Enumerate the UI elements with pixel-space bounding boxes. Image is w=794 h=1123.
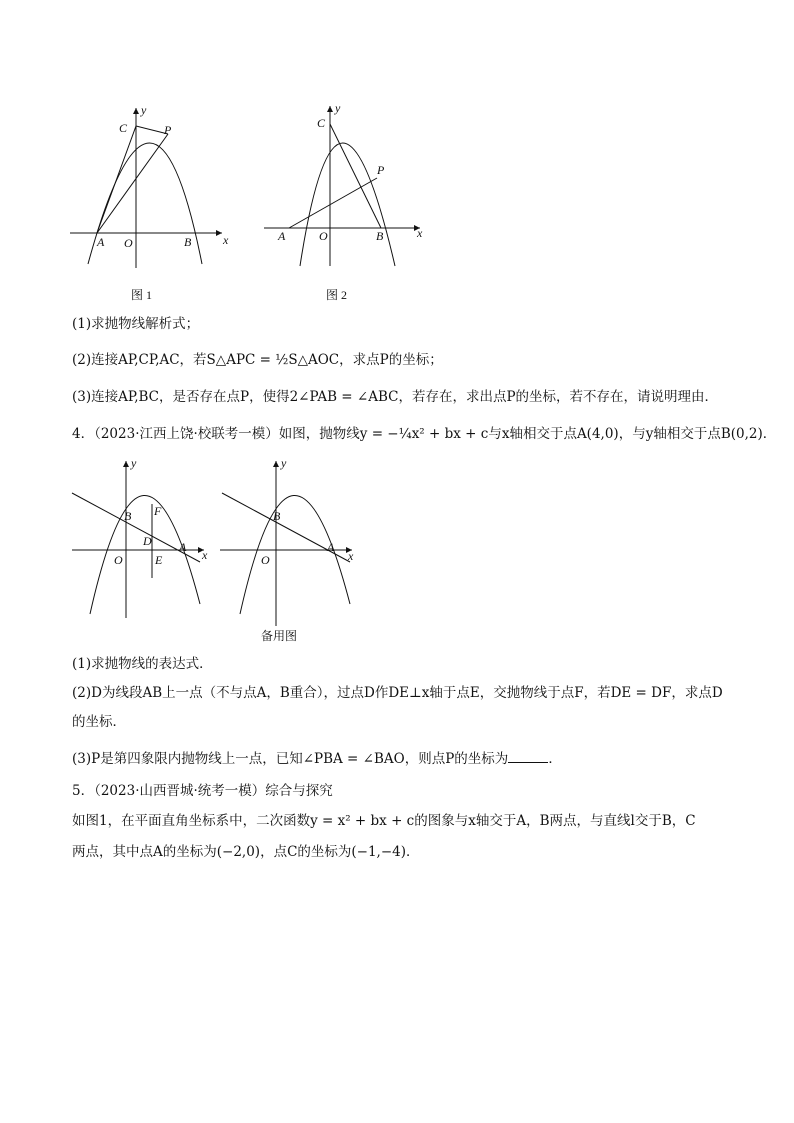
y-arrow (327, 106, 333, 112)
label-A: A (179, 540, 187, 554)
figure-1-caption: 图 1 (131, 288, 153, 302)
figure-3-svg (68, 458, 218, 618)
label-O: O (319, 229, 328, 243)
label-P: P (377, 163, 385, 177)
q5-body-line-1: 如图1，在平面直角坐标系中，二次函数y = x² + bx + c的图象与x轴交于A，B两点，与直线l交于B，C (72, 813, 696, 829)
q3-part-2: (2)连接AP,CP,AC，若S△APC = ½S△AOC，求点P的坐标； (72, 352, 443, 368)
label-F: F (154, 504, 162, 518)
q4-part-1: (1)求抛物线的表达式． (72, 656, 213, 672)
label-P: P (164, 123, 172, 137)
figure-4-caption: 备用图 (261, 629, 298, 643)
label-B: B (376, 229, 384, 243)
y-arrow (123, 461, 129, 467)
label-C: C (119, 121, 128, 135)
figure-1-svg (60, 98, 240, 273)
segment-CB (330, 124, 381, 228)
y-arrow (133, 108, 139, 114)
label-y: y (141, 103, 147, 117)
q4-part-3-end: ． (548, 751, 562, 767)
figure-2-caption: 图 2 (326, 288, 348, 302)
q4-part-3 (72, 748, 762, 769)
label-D: D (143, 534, 152, 548)
label-A: A (327, 540, 335, 554)
label-x: x (417, 226, 423, 240)
answer-blank (508, 748, 548, 763)
q4-part-2-line-2: 的坐标． (72, 714, 126, 730)
label-O: O (114, 553, 123, 567)
x-arrow (216, 230, 222, 236)
label-y: y (131, 456, 137, 470)
label-A: A (97, 235, 105, 249)
label-x: x (202, 548, 208, 562)
label-C: C (317, 116, 326, 130)
label-y: y (281, 456, 287, 470)
label-O: O (124, 236, 133, 250)
figure-1 (60, 98, 240, 273)
figure-4 (216, 458, 366, 626)
label-E: E (155, 553, 163, 567)
label-B: B (124, 509, 132, 523)
q4-header: 4．（2023·江西上饶·校联考一模）如图，抛物线y = −¼x² + bx + c与x轴相交于点A(4,0)，与y轴相交于点B(0,2)． (72, 426, 777, 442)
figure-3 (68, 458, 218, 618)
q3-part-3: (3)连接AP,BC，是否存在点P，使得2∠PAB = ∠ABC，若存在，求出点P的坐标，若不存在，请说明理由． (72, 389, 719, 405)
label-y: y (335, 101, 341, 115)
label-B: B (273, 509, 281, 523)
label-A: A (278, 229, 286, 243)
q4-part-3-text: (3)P是第四象限内抛物线上一点，已知∠PBA = ∠BAO，则点P的坐标为 (72, 751, 509, 767)
q3-part-1: (1)求抛物线解析式； (72, 316, 200, 332)
segment-AC (97, 126, 136, 233)
label-O: O (261, 553, 270, 567)
figure-2 (256, 98, 436, 273)
label-x: x (223, 233, 229, 247)
q5-body-line-2: 两点，其中点A的坐标为(−2,0)，点C的坐标为(−1,−4)． (72, 844, 420, 860)
segment-AP (289, 178, 377, 228)
y-arrow (273, 461, 279, 467)
parabola (90, 495, 200, 614)
parabola (300, 143, 395, 266)
q4-part-2-line-1: (2)D为线段AB上一点（不与点A，B重合），过点D作DE⊥x轴于点E，交抛物线于点F，若DE = DF，求点D (72, 685, 723, 701)
label-x: x (348, 549, 354, 563)
q5-header: 5．（2023·山西晋城·统考一模）综合与探究 (72, 783, 333, 799)
segment-AP (97, 134, 168, 233)
parabola (240, 495, 350, 614)
figure-2-svg (256, 98, 436, 273)
label-B: B (184, 235, 192, 249)
figure-4-svg (216, 458, 366, 626)
